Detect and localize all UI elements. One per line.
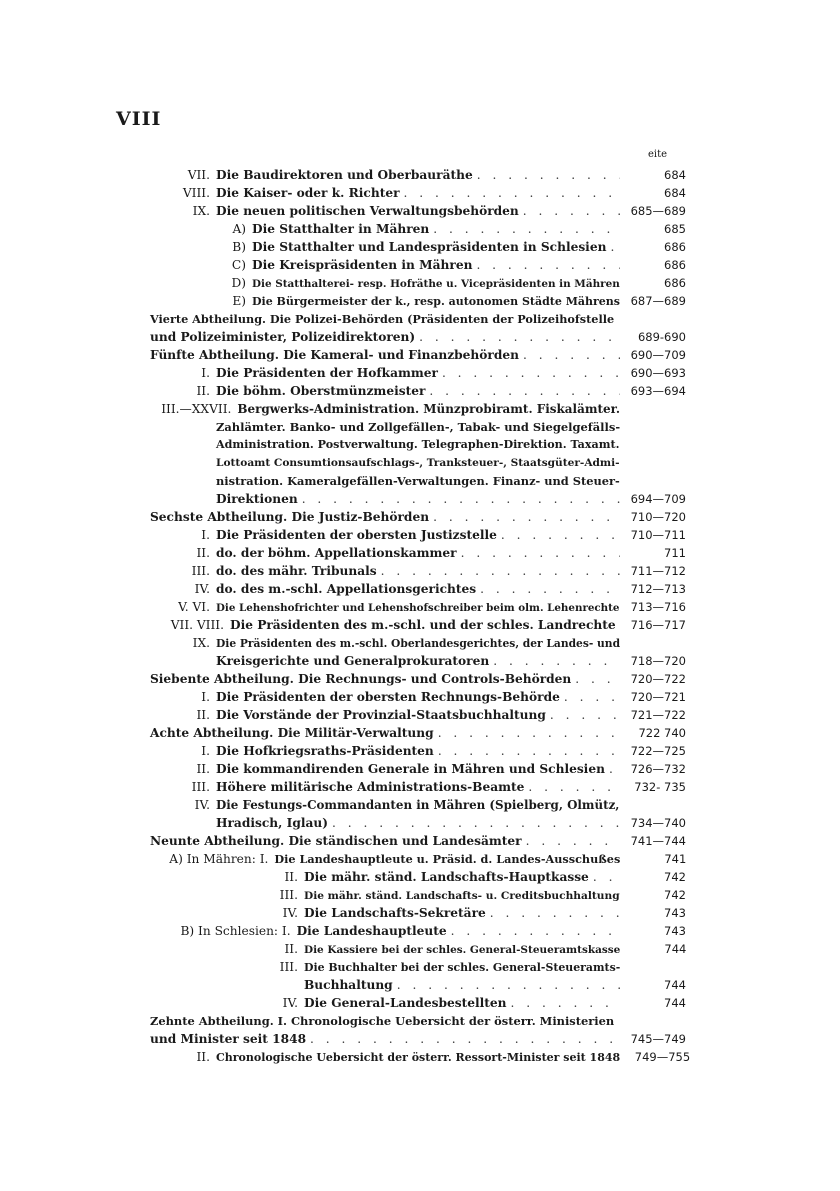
toc-entry	[150, 814, 686, 832]
toc-entry	[150, 850, 686, 868]
toc-entry-title: Die Kaiser- oder k. Richter	[216, 186, 400, 200]
toc-entry-page: 710—720	[630, 510, 686, 524]
toc-entry-page: 741—744	[630, 834, 686, 848]
leader-dots	[447, 922, 620, 940]
leader-dots	[328, 814, 620, 832]
toc-entry-page: 684	[664, 168, 686, 182]
toc-entry	[150, 400, 686, 418]
leader-dots	[438, 364, 620, 382]
toc-entry	[150, 994, 686, 1012]
leader-dots	[519, 202, 620, 220]
toc-entry	[150, 544, 686, 562]
toc-entry	[150, 976, 686, 994]
toc-entry-number: III.	[191, 780, 210, 794]
toc-entry-title: Die Präsidenten des m.-schl. und der schles. Landrechte	[230, 618, 616, 632]
toc-entry-title: Die Statthalter und Landespräsidenten in Schlesien	[252, 240, 607, 254]
toc-entry-title: Die mähr. ständ. Landschafts- u. Creditsbuchhaltung	[304, 889, 620, 902]
leader-dots	[393, 976, 620, 994]
toc-entry	[150, 184, 686, 202]
leader-dots	[425, 382, 620, 400]
leader-dots	[434, 742, 620, 760]
leader-dots	[489, 652, 620, 670]
toc-entry	[150, 1030, 686, 1048]
toc-entry-number: B) In Schlesien: I.	[180, 924, 291, 938]
toc-entry-number: IV.	[194, 582, 210, 596]
toc-entry	[150, 958, 686, 976]
toc-entry-page: 743	[664, 906, 686, 920]
toc-entry-title: Die Präsidenten der obersten Rechnungs-Behörde	[216, 690, 560, 704]
toc-entry-page: 745—749	[630, 1032, 686, 1046]
leader-dots	[546, 706, 620, 724]
toc-entry-title: Achte Abtheilung. Die Militär-Verwaltung	[150, 726, 434, 740]
leader-dots	[415, 328, 620, 346]
toc-entry-title: Fünfte Abtheilung. Die Kameral- und Finanzbehörden	[150, 348, 519, 362]
toc-entry	[150, 418, 686, 436]
toc-entry-page: 686	[664, 240, 686, 254]
toc-entry-number: II.	[196, 708, 210, 722]
toc-entry	[150, 1048, 691, 1066]
toc-entry-title: Die Hofkriegsraths-Präsidenten	[216, 744, 434, 758]
toc-entry-title: Die kommandirenden Generale in Mähren und Schlesien	[216, 762, 605, 776]
toc-entry-page: 720—722	[630, 672, 686, 686]
toc-entry-number: C)	[231, 258, 246, 272]
toc-entry-title: Zehnte Abtheilung. I. Chronologische Uebersicht der österr. Ministerien	[150, 1014, 615, 1028]
toc-entry-page: 741	[664, 852, 687, 866]
leader-dots	[400, 184, 621, 202]
toc-entry	[150, 922, 686, 940]
toc-entry-title: Die Präsidenten der Hofkammer	[216, 366, 438, 380]
leader-dots	[306, 1030, 620, 1048]
toc-entry-title: do. des m.-schl. Appellationsgerichtes	[216, 582, 477, 596]
toc-entry-number: II.	[284, 870, 298, 884]
toc-entry-page: 689-690	[637, 330, 686, 344]
page-number: VIII	[116, 108, 162, 130]
toc-entry	[150, 670, 686, 688]
toc-entry-number: II.	[196, 546, 210, 560]
toc-entry-number: I.	[201, 366, 210, 380]
toc-entry-number: B)	[232, 240, 246, 254]
toc-entry-page: 749—755	[634, 1050, 691, 1064]
toc-entry-number: E)	[232, 294, 246, 308]
toc-entry-page: 693—694	[630, 384, 686, 398]
toc-entry	[150, 886, 686, 904]
toc-entry-page: 713—716	[630, 600, 686, 614]
toc-entry-number: III.	[279, 960, 298, 974]
toc-entry-number: V. VI.	[178, 600, 210, 614]
toc-entry	[150, 472, 686, 490]
toc-entry	[150, 904, 686, 922]
toc-entry-title: Die Landschafts-Sekretäre	[304, 906, 486, 920]
toc-entry-title: do. der böhm. Appellationskammer	[216, 546, 457, 560]
toc-entry-page: 687—689	[630, 294, 686, 308]
leader-dots	[519, 346, 620, 364]
toc-entry-title: Die Landeshauptleute	[296, 924, 447, 938]
toc-entry-title: Hradisch, Iglau)	[216, 816, 328, 830]
toc-entry-title: Kreisgerichte und Generalprokuratoren	[216, 654, 490, 668]
leader-dots	[522, 832, 620, 850]
toc-entry-title: Die Bürgermeister der k., resp. autonomen Städte Mährens	[252, 295, 620, 308]
table-of-contents	[150, 166, 691, 1066]
toc-entry-title: Direktionen	[216, 492, 298, 506]
toc-entry	[150, 706, 686, 724]
toc-entry-number: IV.	[282, 906, 298, 920]
toc-entry	[150, 508, 686, 526]
toc-entry	[150, 310, 686, 328]
toc-entry-title: Die Statthalterei- resp. Hofräthe u. Vicepräsidenten in Mähren	[252, 278, 620, 290]
toc-entry-title: Die Kassiere bei der schles. General-Steueramtskasse	[304, 944, 621, 956]
toc-entry-title: Die Präsidenten der obersten Justizstelle	[216, 528, 497, 542]
toc-entry-page: 685	[664, 222, 686, 236]
page-column-header: eite	[648, 149, 668, 160]
toc-entry	[150, 616, 686, 634]
leader-dots	[589, 868, 620, 886]
toc-entry-number: IX.	[192, 636, 210, 650]
toc-entry-title: Siebente Abtheilung. Die Rechnungs- und Controls-Behörden	[150, 672, 572, 686]
toc-entry-page: 685—689	[630, 204, 686, 218]
toc-entry-number: I.	[201, 528, 210, 542]
toc-entry-title: Die Kreispräsidenten in Mähren	[252, 258, 473, 272]
toc-entry-title: Bergwerks-Administration. Münzprobiramt. Fiskalämter.	[237, 402, 620, 416]
toc-entry-number: A) In Mähren: I.	[169, 852, 269, 866]
toc-entry	[150, 832, 686, 850]
toc-entry-number: II.	[196, 762, 210, 776]
toc-entry	[150, 436, 686, 454]
toc-entry-page: 690—693	[630, 366, 686, 380]
toc-entry-title: Die böhm. Oberstmünzmeister	[216, 384, 426, 398]
toc-entry	[150, 202, 686, 220]
leader-dots	[472, 256, 620, 274]
toc-entry	[150, 238, 686, 256]
toc-entry-title: Die Festungs-Commandanten in Mähren (Spielberg, Olmütz,	[216, 798, 620, 812]
toc-entry-title: Administration. Postverwaltung. Telegraphen-Direktion. Taxamt.	[216, 438, 620, 451]
leader-dots	[497, 526, 620, 544]
toc-entry	[150, 598, 686, 616]
toc-entry-page: 720—721	[630, 690, 686, 704]
toc-entry-title: Die mähr. ständ. Landschafts-Hauptkasse	[304, 870, 589, 884]
toc-entry-page: 686	[664, 276, 686, 290]
leader-dots	[524, 778, 620, 796]
toc-entry-title: Chronologische Uebersicht der österr. Ressort-Minister seit 1848	[216, 1051, 621, 1064]
toc-entry-number: III.	[191, 564, 210, 578]
toc-entry-title: und Polizeiminister, Polizeidirektoren)	[150, 330, 416, 344]
toc-entry-title: und Minister seit 1848	[150, 1032, 307, 1046]
toc-entry	[150, 778, 686, 796]
toc-entry-title: Die Buchhalter bei der schles. General-Steueramts-	[304, 961, 621, 974]
toc-entry	[150, 274, 686, 292]
toc-entry	[150, 634, 686, 652]
toc-entry-page: 744	[664, 942, 687, 956]
toc-entry-page: 744	[664, 978, 686, 992]
toc-entry	[150, 382, 686, 400]
toc-entry-page: 742	[664, 870, 686, 884]
toc-entry-number: I.	[201, 744, 210, 758]
toc-entry-page: 716—717	[630, 618, 686, 632]
toc-entry-page: 718—720	[630, 654, 686, 668]
leader-dots	[605, 760, 620, 778]
toc-entry-page: 684	[664, 186, 686, 200]
leader-dots	[429, 508, 620, 526]
toc-entry-number: A)	[232, 222, 246, 236]
toc-entry-number: II.	[284, 942, 298, 956]
toc-entry-number: IX.	[192, 204, 210, 218]
toc-entry-title: Die Landeshauptleute u. Präsid. d. Landes-Ausschußes	[274, 852, 621, 866]
leader-dots	[457, 544, 620, 562]
toc-entry-number: III.	[279, 888, 298, 902]
toc-entry	[150, 1012, 686, 1030]
toc-entry-number: II.	[196, 1050, 210, 1064]
toc-entry-title: Vierte Abtheilung. Die Polizei-Behörden (Präsidenten der Polizeihofstelle	[150, 312, 615, 326]
toc-entry	[150, 256, 686, 274]
toc-entry	[150, 580, 686, 598]
leader-dots	[434, 724, 620, 742]
toc-entry-title: Buchhaltung	[304, 978, 393, 992]
toc-entry-title: Die General-Landesbestellten	[304, 996, 507, 1010]
toc-entry-page: 721—722	[630, 708, 686, 722]
toc-entry-title: nistration. Kameralgefällen-Verwaltungen. Finanz- und Steuer-	[216, 474, 620, 488]
toc-entry-title: do. des mähr. Tribunals	[216, 564, 377, 578]
toc-entry	[150, 328, 686, 346]
toc-entry	[150, 220, 686, 238]
leader-dots	[377, 562, 620, 580]
toc-entry-page: 694—709	[630, 492, 686, 506]
toc-entry-number: III.—XXVII.	[161, 402, 232, 416]
toc-entry	[150, 760, 686, 778]
toc-entry-page: 711	[664, 546, 686, 560]
toc-entry	[150, 454, 686, 472]
toc-entry-page: 722 740	[638, 726, 686, 740]
toc-entry-number: IV.	[282, 996, 298, 1010]
toc-entry	[150, 940, 686, 958]
toc-entry-page: 722—725	[630, 744, 686, 758]
toc-entry-number: D)	[231, 276, 246, 290]
toc-entry-page: 690—709	[630, 348, 686, 362]
toc-entry-title: Sechste Abtheilung. Die Justiz-Behörden	[150, 510, 430, 524]
toc-entry-title: Zahlämter. Banko- und Zollgefällen-, Tabak- und Siegelgefälls-	[216, 420, 621, 434]
toc-entry-page: 712—713	[630, 582, 686, 596]
toc-entry-title: Die Präsidenten des m.-schl. Oberlandesgerichtes, der Landes- und	[216, 637, 621, 650]
leader-dots	[506, 994, 620, 1012]
toc-entry-title: Die Lehenshofrichter und Lehenshofschreiber beim olm. Lehenrechte	[216, 602, 620, 614]
toc-entry	[150, 562, 686, 580]
toc-entry-number: VII.	[187, 168, 210, 182]
toc-entry-number: VII. VIII.	[170, 618, 224, 632]
leader-dots	[486, 904, 620, 922]
leader-dots	[606, 238, 620, 256]
leader-dots	[298, 490, 620, 508]
toc-entry-title: Neunte Abtheilung. Die ständischen und Landesämter	[150, 834, 522, 848]
toc-entry-title: Lottoamt Consumtionsaufschlags-, Tranksteuer-, Staatsgüter-Admi-	[216, 457, 620, 469]
toc-entry	[150, 526, 686, 544]
leader-dots	[429, 220, 620, 238]
toc-entry-page: 726—732	[630, 762, 686, 776]
toc-entry	[150, 742, 686, 760]
toc-entry-title: Höhere militärische Administrations-Beamte	[216, 780, 525, 794]
toc-entry	[150, 166, 686, 184]
toc-entry-page: 744	[664, 996, 686, 1010]
leader-dots	[560, 688, 620, 706]
toc-entry	[150, 652, 686, 670]
toc-entry-title: Die Vorstände der Provinzial-Staatsbuchhaltung	[216, 708, 546, 722]
toc-entry-page: 710—711	[630, 528, 686, 542]
toc-entry-title: Die neuen politischen Verwaltungsbehörden	[216, 204, 519, 218]
toc-entry-page: 742	[664, 888, 686, 902]
toc-entry-page: 686	[664, 258, 686, 272]
toc-entry-title: Die Statthalter in Mähren	[252, 222, 430, 236]
leader-dots	[571, 670, 620, 688]
toc-entry	[150, 724, 686, 742]
toc-entry	[150, 346, 686, 364]
toc-entry	[150, 364, 686, 382]
toc-entry-page: 743	[664, 924, 686, 938]
toc-entry-page: 732- 735	[634, 780, 686, 794]
toc-entry-number: IV.	[194, 798, 210, 812]
toc-entry-page: 711—712	[630, 564, 686, 578]
toc-entry-title: Die Baudirektoren und Oberbauräthe	[216, 168, 473, 182]
toc-entry	[150, 688, 686, 706]
toc-entry-number: II.	[196, 384, 210, 398]
leader-dots	[473, 166, 620, 184]
toc-entry	[150, 796, 686, 814]
toc-entry	[150, 490, 686, 508]
toc-entry	[150, 292, 686, 310]
leader-dots	[476, 580, 620, 598]
toc-entry	[150, 868, 686, 886]
toc-entry-number: VIII.	[182, 186, 210, 200]
toc-entry-number: I.	[201, 690, 210, 704]
toc-entry-page: 734—740	[630, 816, 686, 830]
